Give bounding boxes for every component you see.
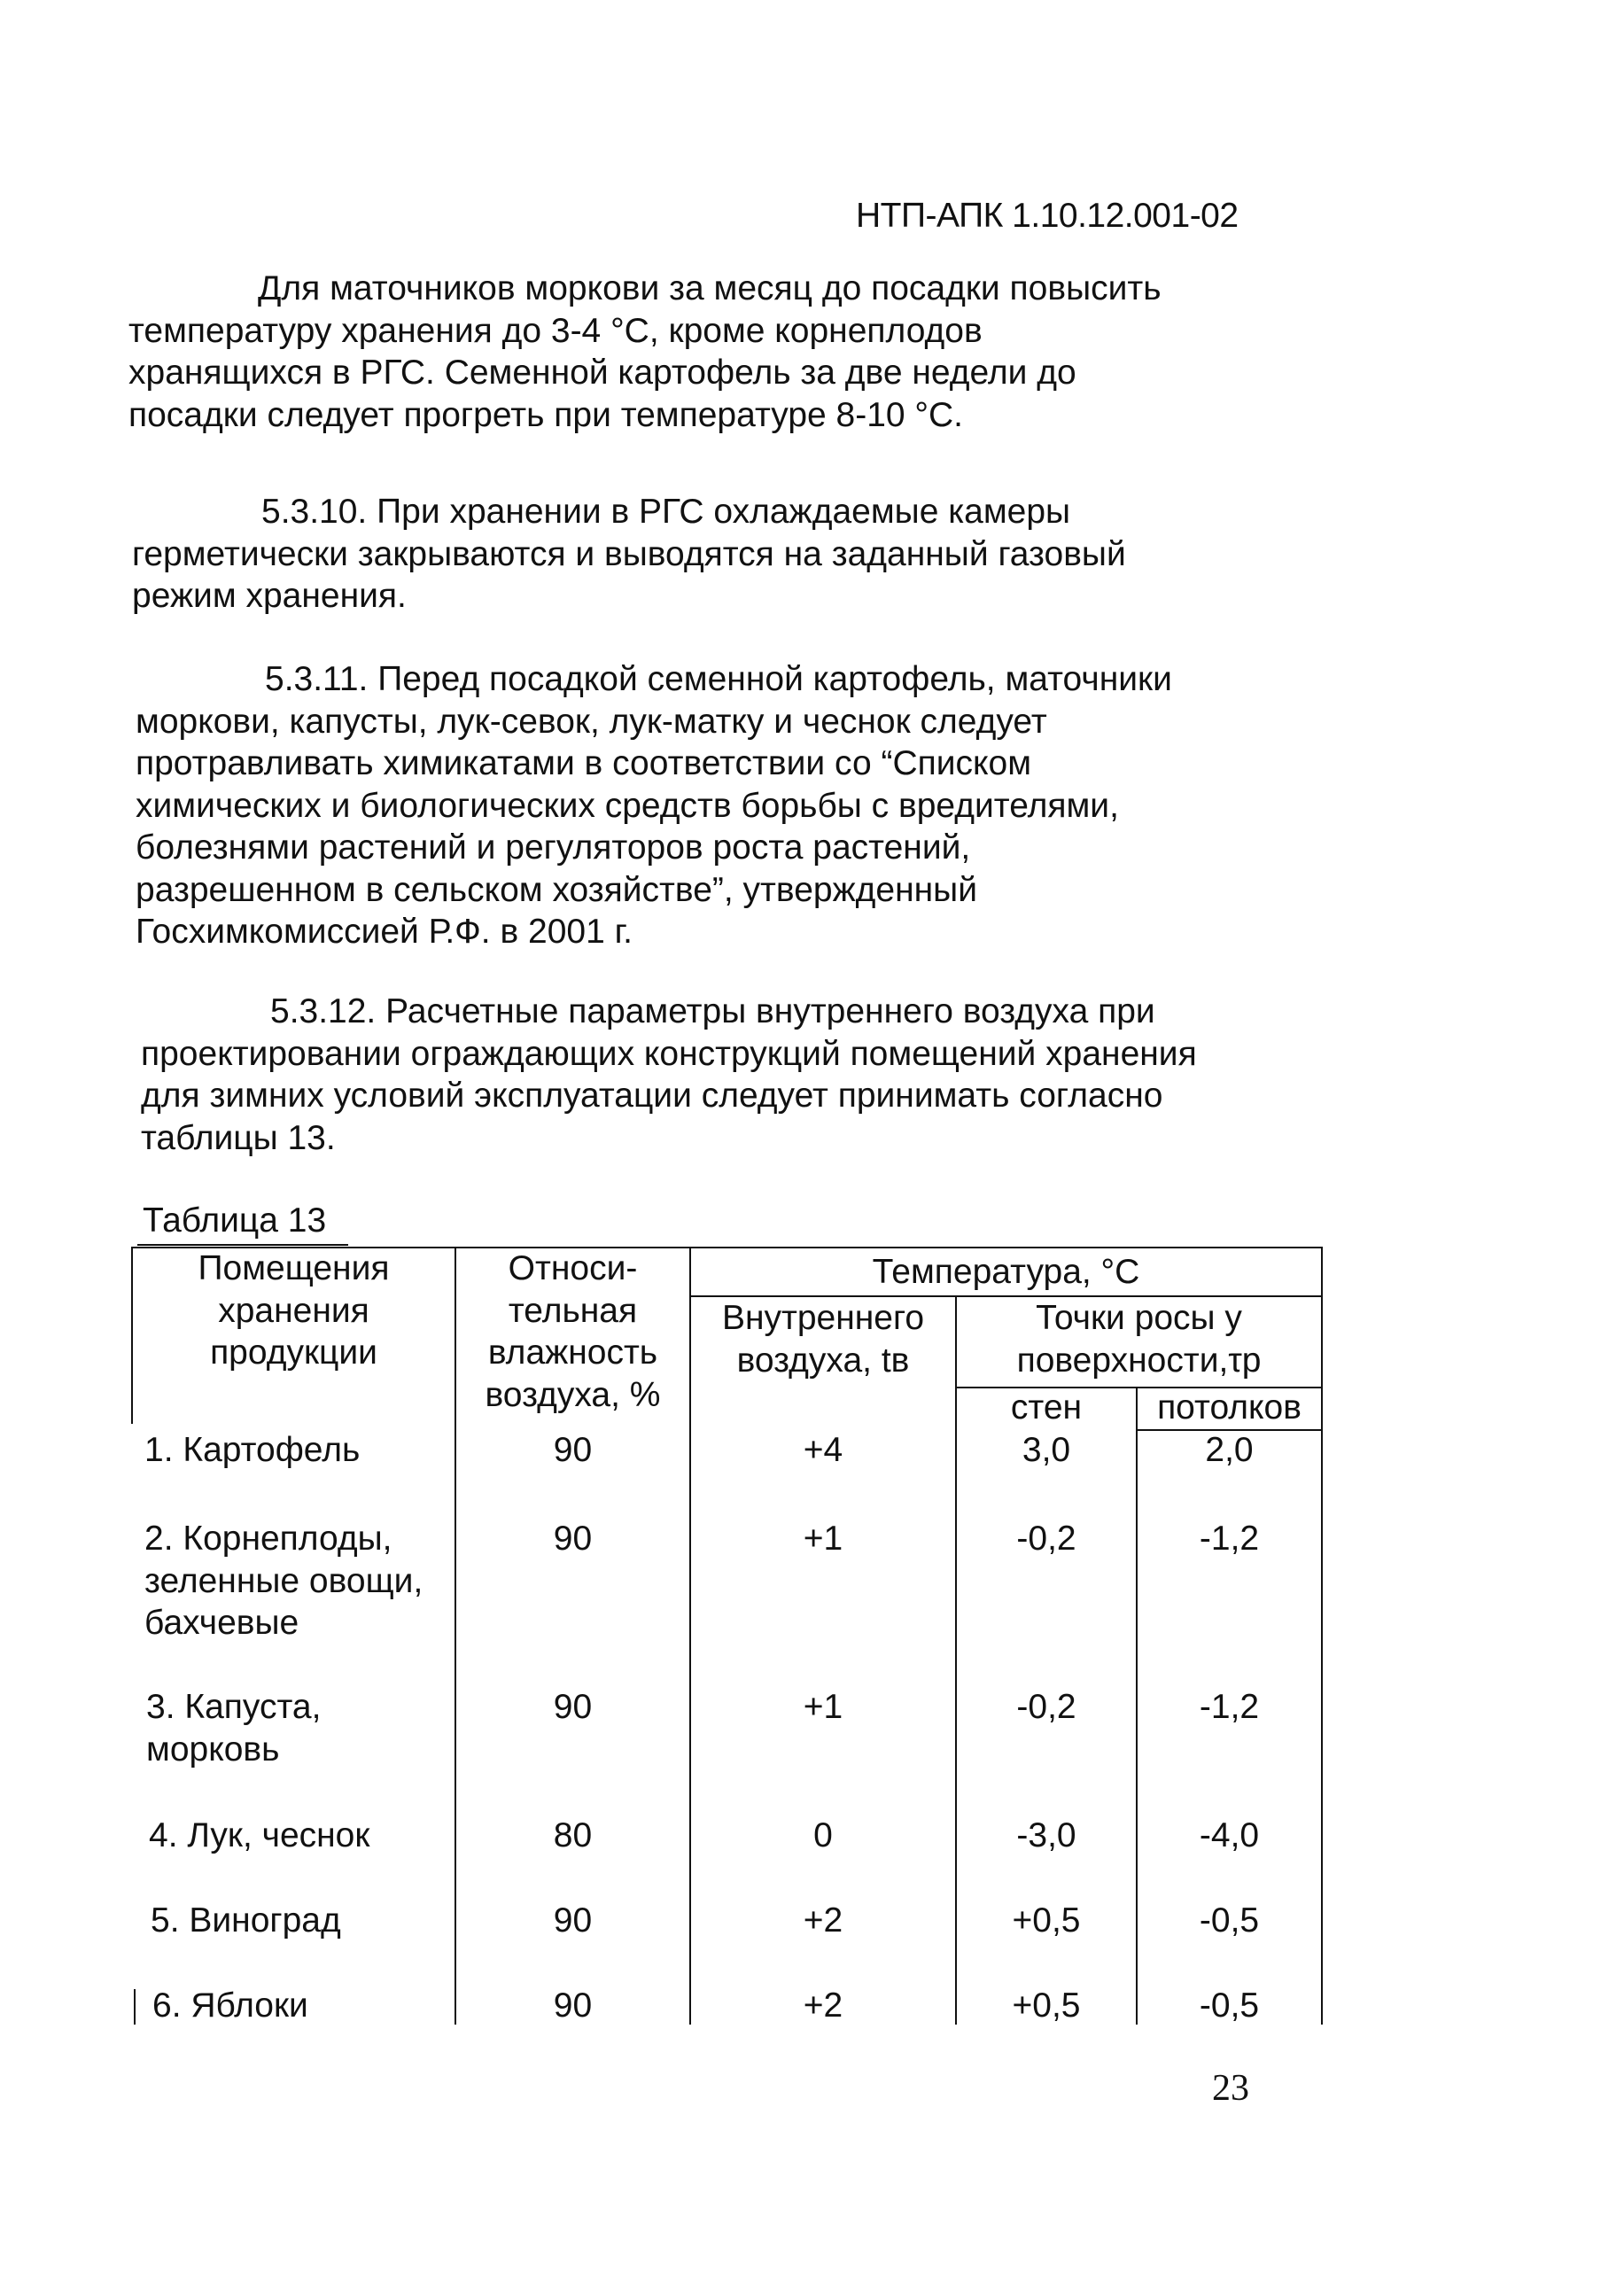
paragraph-line: Для маточников моркови за месяц до посадки повысить	[258, 269, 1162, 307]
paragraph-line: проектировании ограждающих конструкций помещений хранения	[141, 1034, 1197, 1073]
cell-humidity: 90	[553, 1901, 593, 1940]
cell-humidity: 90	[553, 1986, 593, 2025]
cell-dew-walls: -3,0	[1016, 1816, 1076, 1854]
header-temperature-group: Температура, °С	[872, 1253, 1140, 1291]
paragraph-line: хранящихся в РГС. Семенной картофель за две недели до	[128, 354, 1076, 392]
paragraph-line: моркови, капусты, лук-севок, лук-матку и чеснок следует	[136, 702, 1047, 741]
cell-inner-temp: +1	[803, 1688, 843, 1726]
paragraph-line: режим хранения.	[132, 577, 407, 615]
header-relative-humidity: Относи- тельная влажность воздуха, %	[485, 1249, 661, 1414]
header-dew-point-group: Точки росы у поверхности,τр	[1016, 1299, 1262, 1380]
document-number: НТП-АПК 1.10.12.001-02	[856, 197, 1239, 235]
table-right-border	[1321, 1247, 1323, 2025]
paragraph-line: посадки следует прогреть при температуре 8-10 °С.	[128, 395, 964, 434]
table-caption: Таблица 13	[143, 1201, 327, 1240]
header-ceilings: потолков	[1157, 1388, 1302, 1427]
header-walls: стен	[1010, 1388, 1083, 1427]
cell-product: 5. Виноград	[151, 1901, 341, 1940]
header-storage-rooms: Помещения хранения продукции	[198, 1249, 390, 1372]
cell-dew-ceilings: -1,2	[1199, 1520, 1260, 1558]
paragraph-line: 5.3.11. Перед посадкой семенной картофель, маточники	[265, 660, 1172, 698]
page-number: 23	[1212, 2068, 1249, 2109]
paragraph-line: химических и биологических средств борьбы с вредителями,	[136, 786, 1119, 825]
cell-dew-walls: +0,5	[1012, 1986, 1081, 2025]
cell-product: 3. Капуста, морковь	[146, 1688, 322, 1769]
cell-dew-ceilings: -0,5	[1199, 1986, 1260, 2025]
paragraph-line: Госхимкомиссией Р.Ф. в 2001 г.	[136, 913, 633, 951]
cell-product: 2. Корнеплоды, зеленные овощи, бахчевые	[144, 1520, 423, 1642]
cell-product: 6. Яблоки	[152, 1986, 308, 2025]
paragraph-line: болезнями растений и регуляторов роста растений,	[136, 828, 971, 867]
cell-dew-ceilings: -4,0	[1199, 1816, 1260, 1854]
paragraph-line: 5.3.12. Расчетные параметры внутреннего воздуха при	[270, 992, 1155, 1030]
cell-inner-temp: +2	[803, 1901, 843, 1940]
cell-inner-temp: +4	[803, 1431, 843, 1469]
cell-humidity: 90	[553, 1520, 593, 1558]
cell-humidity: 80	[553, 1816, 593, 1854]
cell-dew-ceilings: 2,0	[1205, 1431, 1254, 1469]
cell-dew-ceilings: -0,5	[1199, 1901, 1260, 1940]
paragraph-line: герметически закрываются и выводятся на заданный газовый	[132, 534, 1126, 573]
cell-humidity: 90	[553, 1431, 593, 1469]
paragraph-1	[128, 268, 1162, 436]
paragraph-line: температуру хранения до 3-4 °С, кроме корнеплодов	[128, 311, 983, 350]
cell-dew-walls: +0,5	[1012, 1901, 1081, 1940]
paragraph-5-3-10	[132, 491, 1126, 618]
paragraph-line: для зимних условий эксплуатации следует принимать согласно	[141, 1077, 1163, 1115]
table-left-border-fragment	[134, 1989, 136, 2025]
cell-humidity: 90	[553, 1688, 593, 1726]
cell-inner-temp: +2	[803, 1986, 843, 2025]
caption-underline	[137, 1244, 348, 1246]
paragraph-line: разрешенном в сельском хозяйстве”, утвержденный	[136, 870, 977, 909]
paragraph-line: 5.3.10. При хранении в РГС охлаждаемые камеры	[261, 493, 1071, 531]
cell-dew-ceilings: -1,2	[1199, 1688, 1260, 1726]
paragraph-line: протравливать химикатами в соответствии со “Списком	[136, 744, 1032, 782]
cell-inner-temp: +1	[803, 1520, 843, 1558]
cell-dew-walls: -0,2	[1016, 1688, 1076, 1726]
cell-inner-temp: 0	[813, 1816, 833, 1854]
paragraph-5-3-12	[141, 991, 1197, 1159]
cell-dew-walls: -0,2	[1016, 1520, 1076, 1558]
paragraph-line: таблицы 13.	[141, 1118, 336, 1157]
cell-dew-walls: 3,0	[1022, 1431, 1071, 1469]
header-inner-air: Внутреннего воздуха, tв	[721, 1299, 925, 1380]
cell-product: 4. Лук, чеснок	[149, 1816, 370, 1854]
paragraph-5-3-11	[136, 658, 1172, 953]
cell-product: 1. Картофель	[144, 1431, 361, 1469]
